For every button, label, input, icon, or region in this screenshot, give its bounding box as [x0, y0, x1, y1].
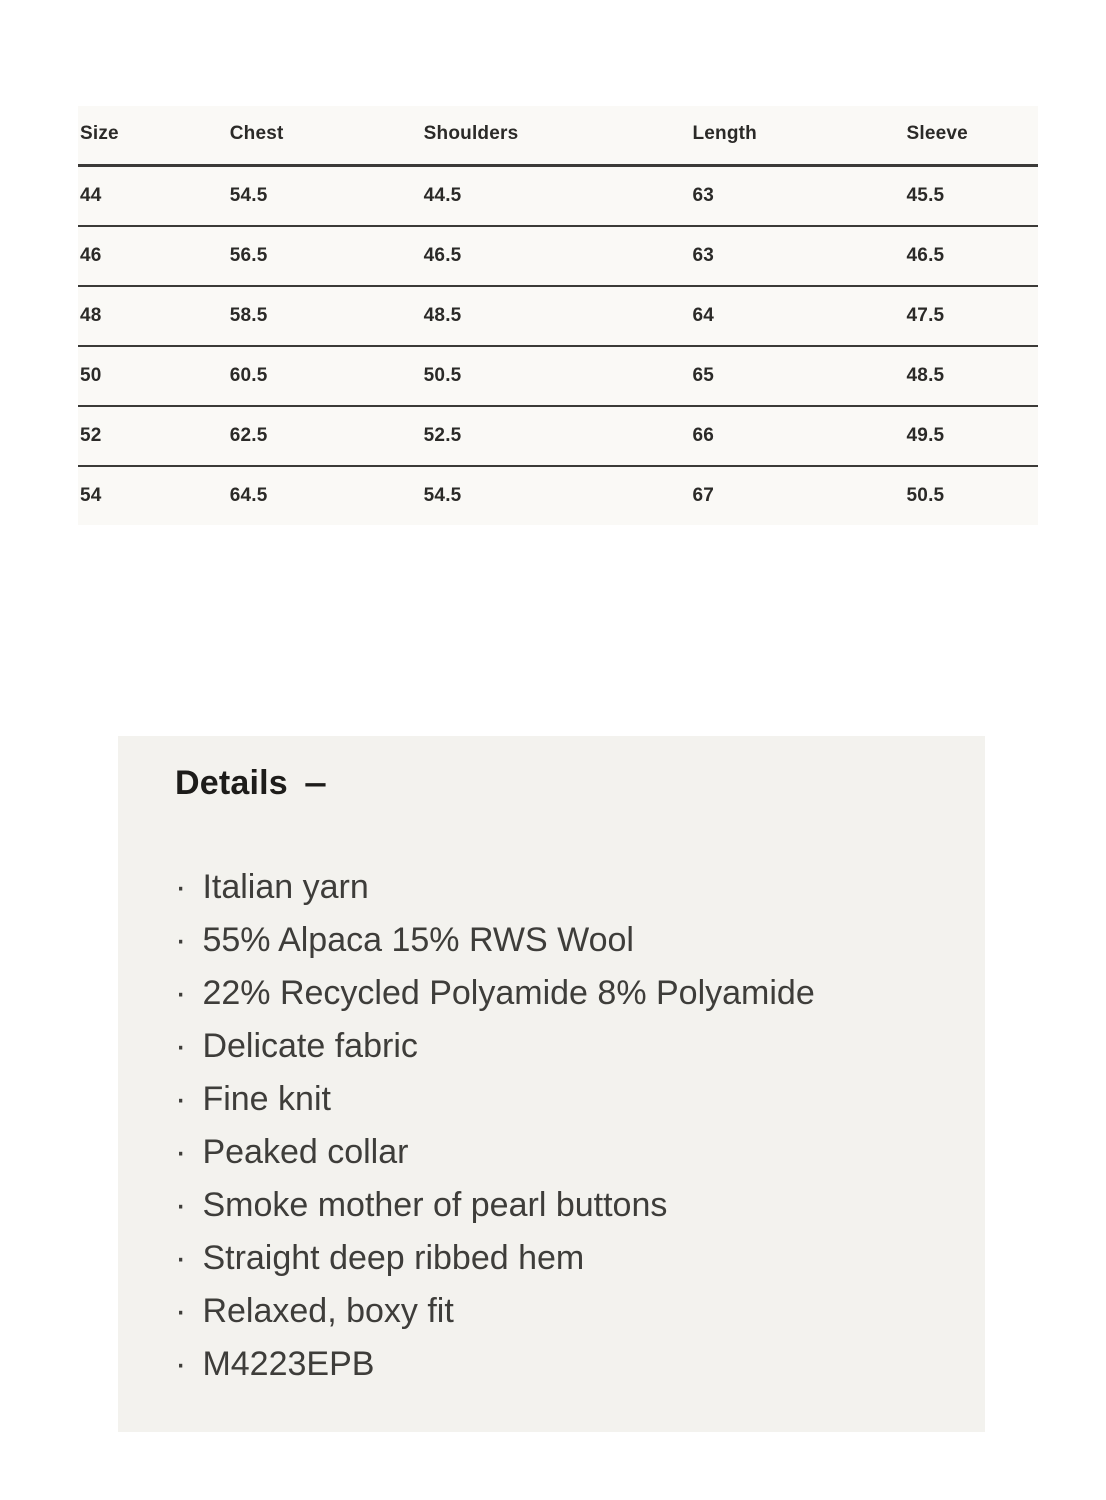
bullet-dot-icon: · — [175, 1292, 187, 1330]
table-cell: 54 — [80, 485, 102, 506]
collapse-minus-icon: – — [304, 764, 327, 802]
bullet-dot-icon: · — [175, 1345, 187, 1383]
table-cell: 44 — [78, 166, 228, 227]
details-section — [118, 736, 985, 1432]
detail-item — [175, 1338, 945, 1391]
detail-item-text: Straight deep ribbed hem — [193, 1239, 585, 1277]
size-table-header — [78, 106, 1038, 166]
detail-item — [175, 1073, 945, 1126]
table-cell: 44.5 — [422, 166, 691, 227]
table-cell: 66 — [690, 406, 904, 466]
detail-item-text: M4223EPB — [193, 1345, 375, 1383]
bullet-dot-icon: · — [175, 1186, 187, 1224]
column-header-length: Length — [690, 106, 904, 166]
column-header-shoulders: Shoulders — [422, 106, 691, 166]
table-row — [78, 226, 1038, 286]
table-cell: 56.5 — [228, 226, 422, 286]
details-title: Details — [175, 764, 288, 802]
table-cell: 62.5 — [228, 406, 422, 466]
table-cell: 63 — [690, 166, 904, 227]
table-cell: 60.5 — [228, 346, 422, 406]
table-cell: 50.5 — [906, 485, 945, 506]
table-cell: 46.5 — [422, 226, 691, 286]
table-cell: 47.5 — [905, 286, 1038, 346]
bullet-dot-icon: · — [175, 921, 187, 959]
table-cell: 48 — [78, 286, 228, 346]
column-header-sleeve: Sleeve — [905, 106, 1038, 166]
table-cell: 46 — [78, 226, 228, 286]
detail-item-text: Delicate fabric — [193, 1027, 418, 1065]
bullet-dot-icon: · — [175, 974, 187, 1012]
detail-item-text: Relaxed, boxy fit — [193, 1292, 454, 1330]
column-header-chest: Chest — [228, 106, 422, 166]
column-header-size: Size — [78, 106, 228, 166]
details-accordion-toggle[interactable] — [175, 764, 945, 803]
detail-item-text: Italian yarn — [193, 868, 369, 906]
bullet-dot-icon: · — [175, 868, 187, 906]
table-cell: 52 — [78, 406, 228, 466]
detail-item-text: 55% Alpaca 15% RWS Wool — [193, 921, 634, 959]
table-row — [78, 406, 1038, 466]
detail-item — [175, 861, 945, 914]
table-row — [78, 466, 1038, 525]
table-cell: 48.5 — [422, 286, 691, 346]
table-cell: 50.5 — [422, 346, 691, 406]
table-cell: 49.5 — [905, 406, 1038, 466]
table-cell: 67 — [692, 485, 714, 506]
detail-item — [175, 1126, 945, 1179]
size-chart — [78, 106, 1038, 525]
details-list — [175, 861, 945, 1391]
detail-item-text: Peaked collar — [193, 1133, 409, 1171]
table-cell: 54.5 — [423, 485, 462, 506]
detail-item — [175, 1285, 945, 1338]
table-cell: 50 — [78, 346, 228, 406]
detail-item-text: Smoke mother of pearl buttons — [193, 1186, 668, 1224]
table-cell: 64 — [690, 286, 904, 346]
table-cell: 64.5 — [229, 485, 268, 506]
size-table — [78, 106, 1038, 525]
table-cell: 58.5 — [228, 286, 422, 346]
table-cell: 65 — [690, 346, 904, 406]
detail-item — [175, 1020, 945, 1073]
detail-item — [175, 1179, 945, 1232]
table-cell: 45.5 — [905, 166, 1038, 227]
table-cell: 63 — [690, 226, 904, 286]
detail-item-text: Fine knit — [193, 1080, 331, 1118]
bullet-dot-icon: · — [175, 1027, 187, 1065]
bullet-dot-icon: · — [175, 1239, 187, 1277]
detail-item-text: 22% Recycled Polyamide 8% Polyamide — [193, 974, 815, 1012]
table-row — [78, 166, 1038, 227]
bullet-dot-icon: · — [175, 1080, 187, 1118]
table-row — [78, 346, 1038, 406]
detail-item — [175, 967, 945, 1020]
table-cell: 54.5 — [228, 166, 422, 227]
bullet-dot-icon: · — [175, 1133, 187, 1171]
table-cell: 48.5 — [905, 346, 1038, 406]
detail-item — [175, 914, 945, 967]
detail-item — [175, 1232, 945, 1285]
table-row — [78, 286, 1038, 346]
table-cell: 46.5 — [905, 226, 1038, 286]
table-cell: 52.5 — [422, 406, 691, 466]
